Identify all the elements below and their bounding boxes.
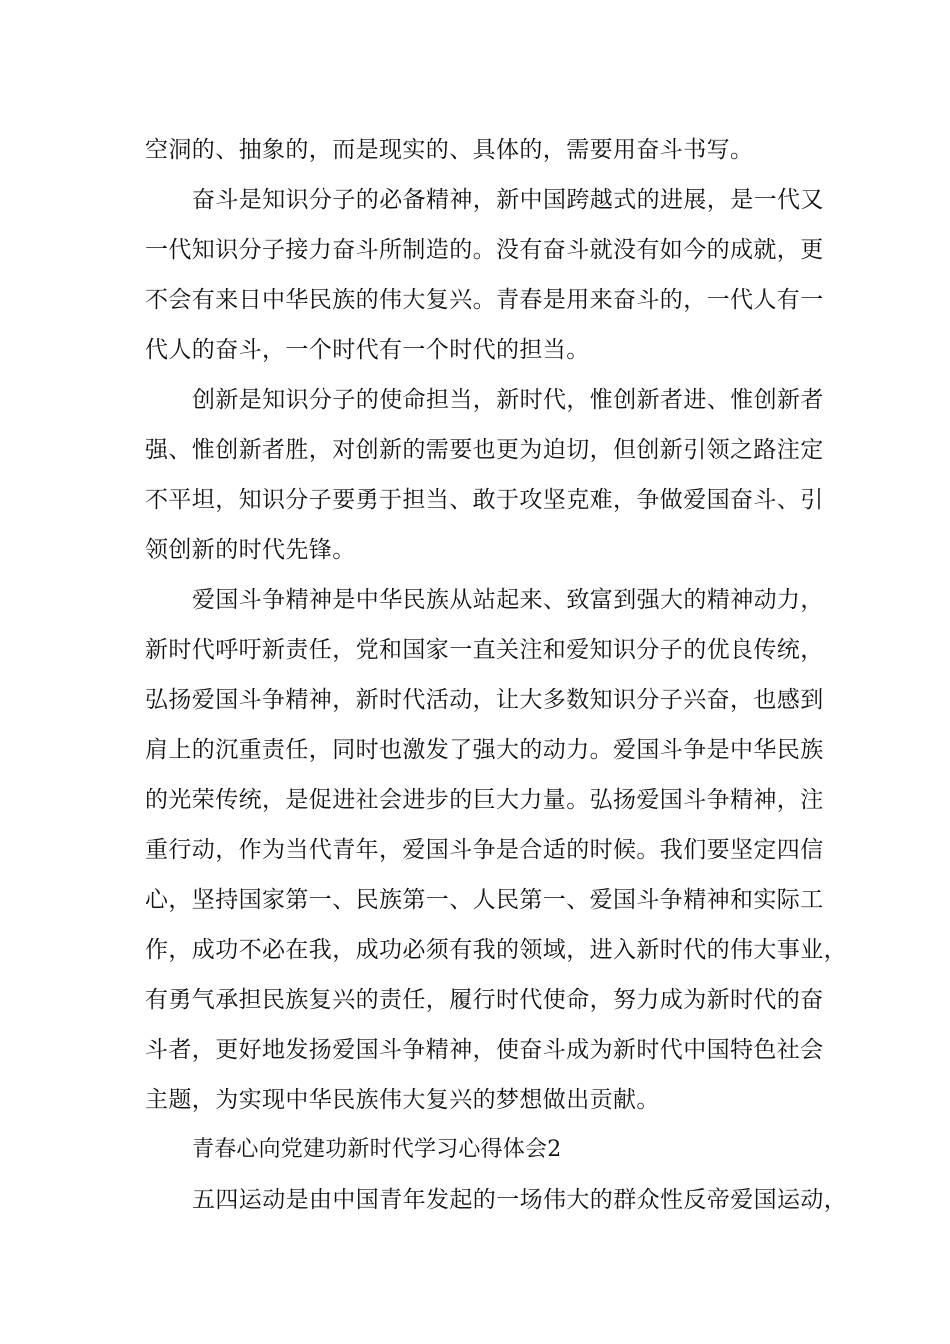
text-line: 一代知识分子接力奋斗所制造的。没有奋斗就没有如今的成就，更 (145, 237, 824, 263)
section-heading: 青春心向党建功新时代学习心得体会2 (192, 1137, 562, 1162)
text-line: 创新是知识分子的使命担当，新时代，惟创新者进、惟创新者 (192, 387, 824, 413)
text-line: 主题，为实现中华民族伟大复兴的梦想做出贡献。 (145, 1087, 660, 1113)
text-line: 新时代呼吁新责任，党和国家一直关注和爱知识分子的优良传统， (145, 637, 824, 663)
text-line: 的光荣传统，是促进社会进步的巨大力量。弘扬爱国斗争精神，注 (145, 787, 824, 813)
text-line: 爱国斗争精神是中华民族从站起来、致富到强大的精神动力， (192, 587, 824, 613)
text-line: 空洞的、抽象的，而是现实的、具体的，需要用奋斗书写。 (145, 137, 754, 163)
text-line: 五四运动是由中国青年发起的一场伟大的群众性反帝爱国运动， (192, 1187, 848, 1213)
text-line: 弘扬爱国斗争精神，新时代活动，让大多数知识分子兴奋，也感到 (145, 687, 824, 713)
text-line: 奋斗是知识分子的必备精神，新中国跨越式的进展，是一代又 (192, 187, 824, 213)
text-line: 斗者，更好地发扬爱国斗争精神，使奋斗成为新时代中国特色社会 (145, 1037, 824, 1063)
text-line: 心，坚持国家第一、民族第一、人民第一、爱国斗争精神和实际工 (145, 887, 824, 913)
text-line: 作，成功不必在我，成功必须有我的领域，进入新时代的伟大事业， (145, 937, 847, 963)
text-line: 不平坦，知识分子要勇于担当、敢于攻坚克难，争做爱国奋斗、引 (145, 487, 824, 513)
text-line: 肩上的沉重责任，同时也激发了强大的动力。爱国斗争是中华民族 (145, 737, 824, 763)
text-line: 有勇气承担民族复兴的责任，履行时代使命，努力成为新时代的奋 (145, 987, 824, 1013)
text-line: 代人的奋斗，一个时代有一个时代的担当。 (145, 337, 590, 363)
text-line: 领创新的时代先锋。 (145, 537, 356, 563)
text-line: 强、惟创新者胜，对创新的需要也更为迫切，但创新引领之路注定 (145, 437, 824, 463)
text-line: 不会有来日中华民族的伟大复兴。青春是用来奋斗的，一代人有一 (145, 287, 824, 313)
text-line: 重行动，作为当代青年，爱国斗争是合适的时候。我们要坚定四信 (145, 837, 824, 863)
